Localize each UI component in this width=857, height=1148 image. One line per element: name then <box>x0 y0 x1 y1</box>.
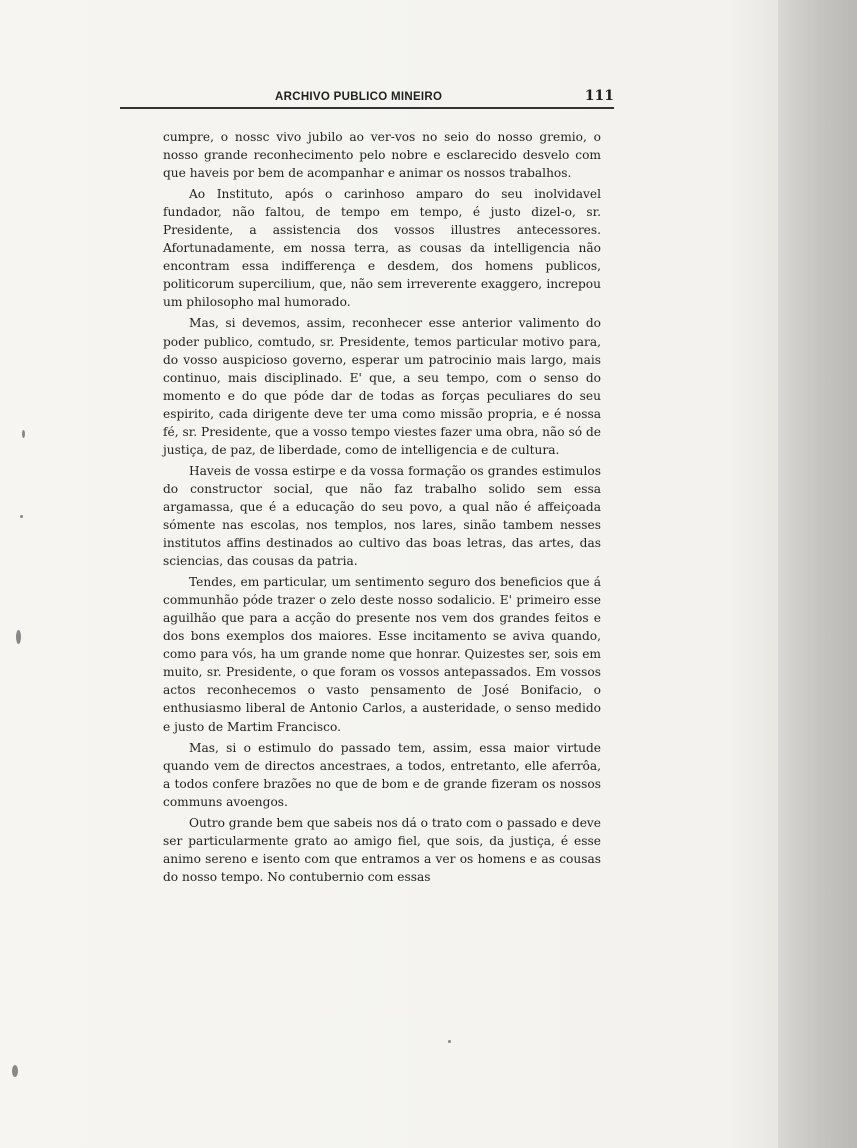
scan-speck <box>16 630 21 644</box>
book-gutter-shadow <box>778 0 857 1148</box>
body-text <box>163 128 601 889</box>
paragraph: Tendes, em particular, um sentimento seguro dos beneficios que á communhão póde trazer o zelo deste nosso sodalicio. E' primeiro esse aguilhão que para a acção do presente nos vem dos grandes feitos e dos bons exemplos dos maiores. Esse incitamento se aviva quando, como para vós, ha um grande nome que honrar. Quizestes ser, sois em muito, sr. Presidente, o que foram os vossos antepassados. Em vossos actos reconhecemos o vasto pensamento de José Bonifacio, o enthusiasmo liberal de Antonio Carlos, a austeridade, o senso medido e justo de Martim Francisco. <box>163 575 601 734</box>
scan-speck <box>20 515 23 518</box>
paragraph: Mas, si devemos, assim, reconhecer esse anterior valimento do poder publico, comtudo, sr. Presidente, temos particular motivo para, do vosso auspicioso governo, esperar um patrocinio mais largo, mais continuo, mais disciplinado. E' que, a seu tempo, com o senso do momento e do que póde dar de todas as forças peculiares do seu espirito, cada dirigente deve ter uma como missão propria, e é nossa fé, sr. Presidente, que a vosso tempo viestes fazer uma obra, não só de justiça, de paz, de liberdade, como de intelligencia e de cultura. <box>163 316 601 457</box>
header-title: ARCHIVO PUBLICO MINEIRO <box>275 91 443 103</box>
scan-speck <box>12 1065 18 1077</box>
paragraph: Haveis de vossa estirpe e da vossa formação os grandes estimulos do constructor social, que não faz trabalho solido sem essa argamassa, que é a educação do seu povo, a qual não é affeiçoada sómente nas escolas, nos templos, nos lares, sinão tambem nesses institutos affins destinados ao cultivo das boas letras, das artes, das sciencias, das cousas da patria. <box>163 463 601 569</box>
paragraph: Outro grande bem que sabeis nos dá o trato com o passado e deve ser particularmente grato ao amigo fiel, que sois, da justiça, é esse animo sereno e isento com que entramos a ver os homens e as cousas do nosso tempo. No contubernio com essas <box>163 815 601 884</box>
page-number: 111 <box>584 88 614 104</box>
header-rule <box>120 107 614 109</box>
scan-speck <box>22 430 25 438</box>
scan-speck <box>448 1040 451 1043</box>
paragraph: cumpre, o nossc vivo jubilo ao ver-vos no seio do nosso gremio, o nosso grande reconhecimento pelo nobre e esclarecido desvelo com que haveis por bem de acompanhar e animar os nossos trabalhos. <box>163 130 601 181</box>
paragraph: Mas, si o estimulo do passado tem, assim, essa maior virtude quando vem de directos ancestraes, a todos, entretanto, elle aferrôa, a todos confere brazões no que de bom e de grande fizeram os nossos communs avoengos. <box>163 740 601 809</box>
paragraph: Ao Instituto, após o carinhoso amparo do seu inolvidavel fundador, não faltou, de tempo em tempo, é justo dizel-o, sr. Presidente, a assistencia dos vossos illustres antecessores. Afortunadamente, em nossa terra, as cousas da intelligencia não encontram essa indifferença e desdem, dos homens publicos, politicorum supercilium, que, não sem irreverente exaggero, increpou um philosopho mal humorado. <box>163 187 601 310</box>
